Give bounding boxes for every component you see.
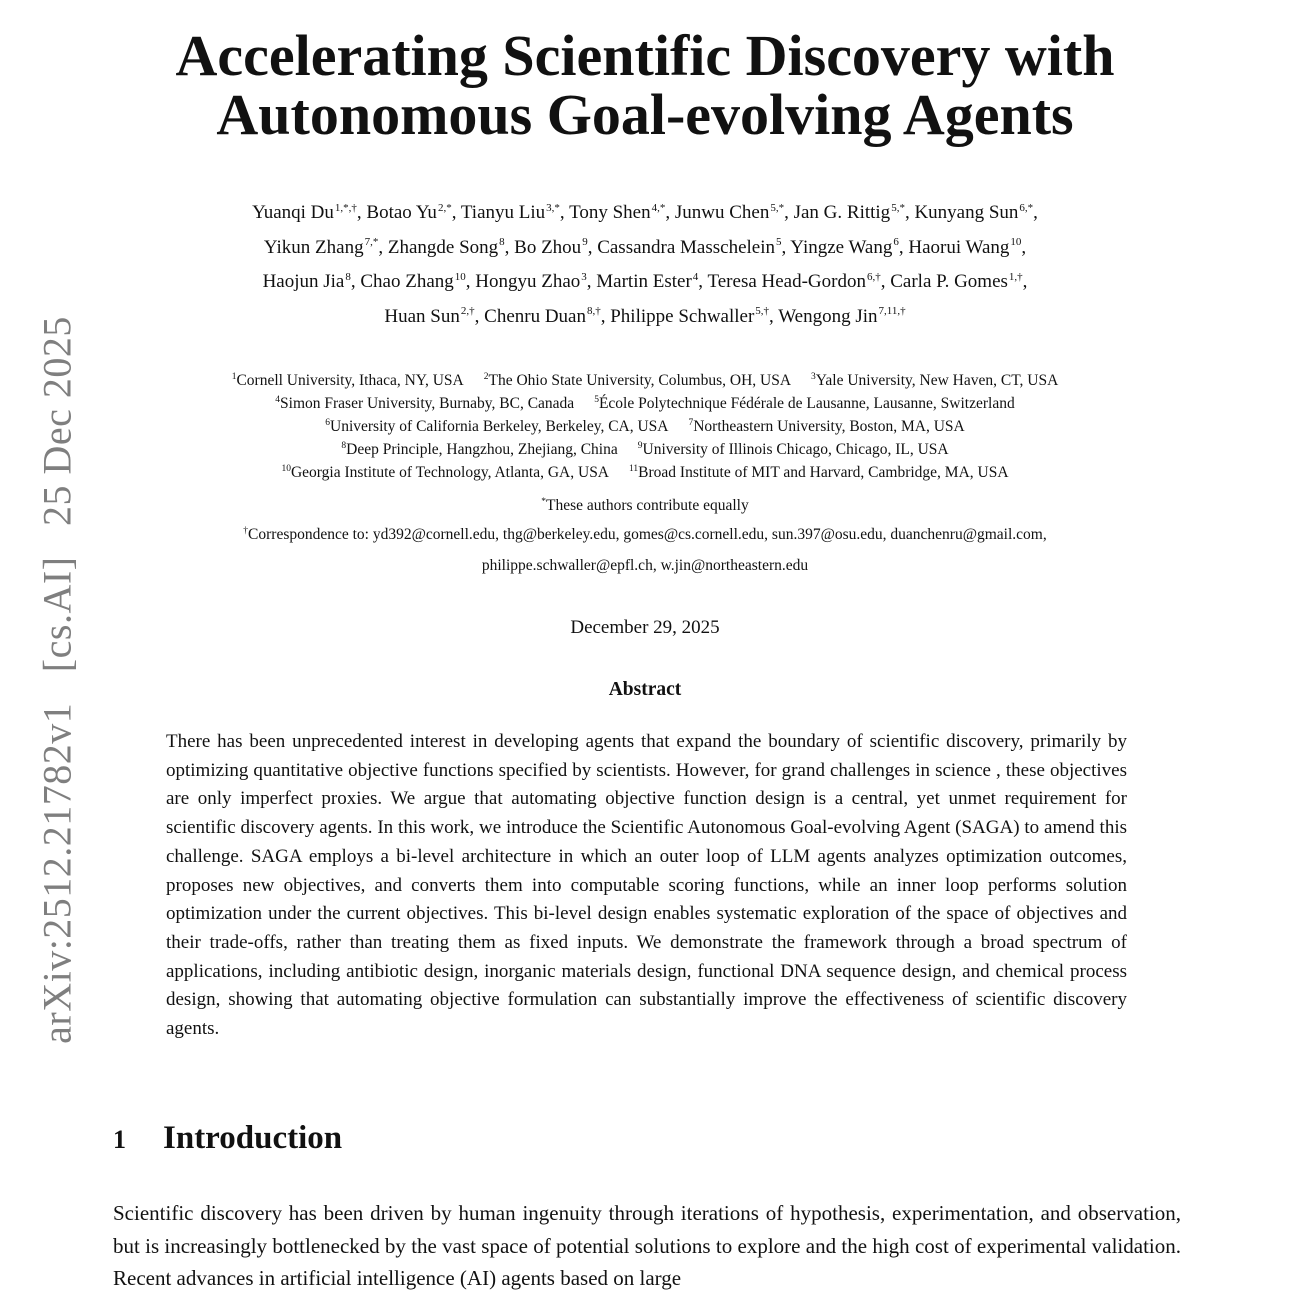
author bbox=[610, 306, 778, 327]
author bbox=[384, 306, 484, 327]
author bbox=[264, 237, 388, 258]
author bbox=[475, 271, 596, 292]
author-affiliation-marks: 7,* bbox=[364, 236, 379, 249]
author-name: Zhangde Song bbox=[387, 236, 499, 258]
author-affiliation-marks: 8,† bbox=[586, 305, 601, 318]
affiliation bbox=[594, 395, 1015, 412]
author-separator: , bbox=[769, 305, 779, 327]
author-affiliation-marks: 5,† bbox=[755, 305, 770, 318]
arxiv-category: [cs.AI] bbox=[34, 556, 80, 673]
author-affiliation-marks: 3 bbox=[581, 270, 587, 283]
author bbox=[252, 202, 366, 223]
affiliation-line bbox=[80, 415, 1210, 438]
author-name: Jan G. Rittig bbox=[793, 202, 891, 223]
author-separator: , bbox=[784, 202, 794, 223]
author-name: Martin Ester bbox=[596, 271, 692, 292]
author bbox=[569, 202, 675, 223]
author-name: Haorui Wang bbox=[908, 236, 1010, 258]
affiliation-text: Northeastern University, Boston, MA, USA bbox=[693, 418, 965, 435]
author-name: Carla P. Gomes bbox=[890, 271, 1008, 292]
author-separator: , bbox=[1033, 202, 1038, 223]
affiliation-list bbox=[80, 369, 1210, 484]
paper-date: December 29, 2025 bbox=[570, 617, 720, 638]
author-affiliation-marks: 4,* bbox=[651, 201, 666, 214]
author bbox=[908, 237, 1026, 258]
paper-title bbox=[0, 23, 1290, 147]
author-name: Botao Yu bbox=[366, 202, 437, 223]
author-name: Chao Zhang bbox=[360, 271, 454, 292]
author bbox=[597, 237, 790, 258]
author bbox=[914, 202, 1037, 223]
arxiv-date: 25 Dec 2025 bbox=[34, 316, 80, 527]
arxiv-id: arXiv:2512.21782v1 bbox=[34, 702, 80, 1044]
section-title: Introduction bbox=[163, 1120, 343, 1156]
author bbox=[707, 271, 890, 292]
author-name: Wengong Jin bbox=[778, 305, 878, 327]
abstract-heading: Abstract bbox=[608, 679, 682, 700]
author-name: Haojun Jia bbox=[262, 271, 345, 292]
author bbox=[890, 271, 1027, 292]
author-affiliation-marks: 5,* bbox=[770, 201, 785, 214]
affiliation bbox=[281, 464, 609, 481]
author-separator: , bbox=[586, 271, 597, 292]
affiliation-text: Cornell University, Ithaca, NY, USA bbox=[236, 372, 464, 389]
affiliation-text: Yale University, New Haven, CT, USA bbox=[815, 372, 1059, 389]
author-separator: , bbox=[781, 236, 791, 258]
author bbox=[794, 202, 915, 223]
affiliation-text: École Polytechnique Fédérale de Lausanne, Lausanne, Switzerland bbox=[598, 395, 1015, 412]
affiliation-number: 10 bbox=[281, 463, 291, 474]
author bbox=[484, 306, 610, 327]
author-name: Cassandra Masschelein bbox=[597, 236, 775, 258]
affiliation bbox=[341, 441, 617, 458]
author-affiliation-marks: 1,*,† bbox=[334, 201, 357, 214]
section-number: 1 bbox=[113, 1125, 126, 1154]
author bbox=[366, 202, 460, 223]
affiliation bbox=[325, 418, 668, 435]
affiliation-number: 8 bbox=[341, 440, 347, 451]
affiliation-text: University of California Berkeley, Berkeley, CA, USA bbox=[330, 418, 669, 435]
affiliation-text: Deep Principle, Hangzhou, Zhejiang, China bbox=[346, 441, 618, 458]
author bbox=[514, 237, 597, 258]
author-name: Teresa Head-Gordon bbox=[707, 271, 866, 292]
author bbox=[790, 237, 908, 258]
affiliation-number: 1 bbox=[231, 371, 237, 382]
author-affiliation-marks: 8 bbox=[345, 270, 351, 283]
affiliation-text: Broad Institute of MIT and Harvard, Cambridge, MA, USA bbox=[638, 464, 1009, 481]
affiliation-number: 4 bbox=[275, 394, 281, 405]
affiliation-text: University of Illinois Chicago, Chicago, IL, USA bbox=[642, 441, 949, 458]
author-name: Yuanqi Du bbox=[252, 202, 334, 223]
correspondence-line-2: philippe.schwaller@epfl.ch, w.jin@northeastern.edu bbox=[481, 557, 809, 574]
affiliation-line bbox=[80, 461, 1210, 484]
affiliation bbox=[688, 418, 964, 435]
author-separator: , bbox=[356, 202, 367, 223]
author-separator: , bbox=[898, 236, 909, 258]
correspondence-line-1: Correspondence to: yd392@cornell.edu, thg@berkeley.edu, gomes@cs.cornell.edu, sun.397@osu.edu, duanchenru@gmail.com, bbox=[248, 526, 1047, 543]
author-affiliation-marks: 5 bbox=[776, 236, 782, 249]
title-line-2: Autonomous Goal-evolving Agents bbox=[216, 82, 1074, 147]
abstract-text: There has been unprecedented interest in developing agents that expand the boundary of scientific discovery, primarily by optimizing quantitative objective functions specified by scientists. However, for grand challenges in science , these objectives are only imperfect proxies. We argue that automating objective function design is a central, yet unmet requirement for scientific discovery agents. In this work, we introduce the Scientific Autonomous Goal-evolving Agent (SAGA) to amend this challenge. SAGA employs a bi-level architecture in which an outer loop of LLM agents analyzes optimization outcomes, proposes new objectives, and converts them into computable scoring functions, while an inner loop performs solution optimization under the current objectives. This bi-level design enables systematic exploration of the space of objectives and their trade-offs, rather than treating them as fixed inputs. We demonstrate the framework through a broad spectrum of applications, including antibiotic design, inorganic materials design, functional DNA sequence design, and chemical process design, showing that automating objective formulation can substantially improve the effectiveness of scientific discovery agents. bbox=[166, 731, 1127, 1040]
author-affiliation-marks: 1,† bbox=[1008, 270, 1023, 283]
author-separator: , bbox=[1021, 236, 1027, 258]
author bbox=[596, 271, 707, 292]
author-name: Junwu Chen bbox=[674, 202, 770, 223]
author bbox=[263, 271, 361, 292]
author bbox=[461, 202, 569, 223]
author-separator: , bbox=[880, 271, 891, 292]
author-affiliation-marks: 7,11,† bbox=[878, 305, 906, 318]
author-name: Tony Shen bbox=[569, 202, 651, 223]
author-affiliation-marks: 6,* bbox=[1019, 201, 1034, 214]
author-name: Bo Zhou bbox=[514, 236, 582, 258]
introduction-text: Scientific discovery has been driven by human ingenuity through iterations of hypothesis, experimentation, and observation, but is increasingly bottlenecked by the vast space of potential solutions to explore and the high cost of experimental validation. Recent advances in artificial intelligence (AI) agents based on large bbox=[113, 1201, 1181, 1290]
author bbox=[778, 306, 905, 327]
author-affiliation-marks: 8 bbox=[499, 236, 505, 249]
affiliation bbox=[275, 395, 574, 412]
affiliation-line bbox=[80, 438, 1210, 461]
author-affiliation-marks: 4 bbox=[692, 270, 699, 283]
title-line-1: Accelerating Scientific Discovery with bbox=[175, 23, 1115, 88]
author-separator: , bbox=[350, 271, 361, 292]
correspondence-mark: † bbox=[243, 525, 249, 536]
author-name: Hongyu Zhao bbox=[475, 271, 581, 292]
equal-note-mark: * bbox=[541, 496, 546, 507]
author-separator: , bbox=[600, 305, 611, 327]
author-separator: , bbox=[698, 271, 708, 292]
affiliation bbox=[232, 372, 464, 389]
author-name: Tianyu Liu bbox=[460, 202, 546, 223]
affiliation bbox=[638, 441, 949, 458]
affiliation-number: 6 bbox=[325, 417, 330, 428]
affiliation-number: 7 bbox=[688, 417, 694, 428]
author-separator: , bbox=[378, 236, 388, 258]
author-name: Chenru Duan bbox=[484, 305, 586, 327]
author-separator: , bbox=[1022, 271, 1028, 292]
author-name: Philippe Schwaller bbox=[610, 305, 755, 327]
author-affiliation-marks: 9 bbox=[582, 236, 588, 249]
author-affiliation-marks: 6 bbox=[893, 236, 899, 249]
section-heading-introduction bbox=[113, 1120, 342, 1157]
author-affiliation-marks: 2,* bbox=[437, 201, 452, 214]
author-affiliation-marks: 2,† bbox=[460, 305, 475, 318]
author-separator: , bbox=[474, 305, 485, 327]
author-separator: , bbox=[559, 202, 570, 223]
author-line bbox=[120, 231, 1170, 266]
author-line bbox=[120, 300, 1170, 335]
affiliation bbox=[811, 372, 1058, 389]
correspondence-note bbox=[80, 519, 1210, 581]
affiliation-text: Simon Fraser University, Burnaby, BC, Canada bbox=[280, 395, 575, 412]
author-line bbox=[120, 265, 1170, 300]
affiliation-number: 2 bbox=[483, 371, 489, 382]
author-separator: , bbox=[665, 202, 675, 223]
author-line bbox=[120, 196, 1170, 231]
affiliation-number: 9 bbox=[637, 440, 643, 451]
author-separator: , bbox=[504, 236, 515, 258]
affiliation-line bbox=[80, 392, 1210, 415]
author-separator: , bbox=[587, 236, 598, 258]
equal-contribution-note bbox=[80, 490, 1210, 521]
author-name: Kunyang Sun bbox=[914, 202, 1019, 223]
author-name: Yikun Zhang bbox=[263, 236, 364, 258]
author-separator: , bbox=[451, 202, 461, 223]
affiliation-line bbox=[80, 369, 1210, 392]
author-affiliation-marks: 5,* bbox=[891, 201, 905, 214]
author-affiliation-marks: 10 bbox=[454, 270, 466, 283]
affiliation bbox=[484, 372, 791, 389]
equal-note-text: These authors contribute equally bbox=[546, 497, 749, 514]
author-separator: , bbox=[465, 271, 476, 292]
author bbox=[388, 237, 514, 258]
author-affiliation-marks: 3,* bbox=[546, 201, 560, 214]
author-name: Yingze Wang bbox=[790, 236, 893, 258]
affiliation-number: 11 bbox=[629, 463, 639, 474]
author bbox=[360, 271, 475, 292]
affiliation bbox=[629, 464, 1009, 481]
author-affiliation-marks: 10 bbox=[1010, 236, 1022, 249]
author-affiliation-marks: 6,† bbox=[866, 270, 881, 283]
author bbox=[675, 202, 794, 223]
affiliation-text: The Ohio State University, Columbus, OH, USA bbox=[488, 372, 792, 389]
affiliation-text: Georgia Institute of Technology, Atlanta, GA, USA bbox=[290, 464, 610, 481]
author-separator: , bbox=[904, 202, 915, 223]
author-list bbox=[120, 196, 1170, 334]
affiliation-number: 3 bbox=[811, 371, 816, 382]
affiliation-number: 5 bbox=[594, 394, 599, 405]
author-name: Huan Sun bbox=[384, 305, 460, 327]
